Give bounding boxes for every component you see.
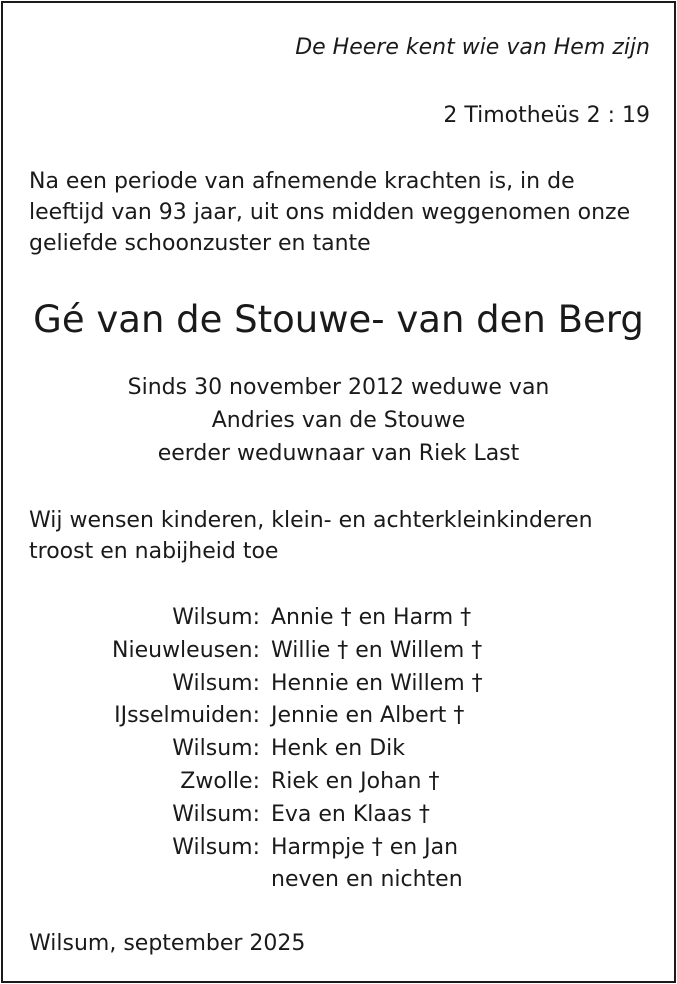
widow-line: Sinds 30 november 2012 weduwe van xyxy=(127,375,550,400)
bible-reference: 2 Timotheüs 2 : 19 xyxy=(443,103,650,128)
family-list xyxy=(3,603,674,898)
closing-place-date: Wilsum, september 2025 xyxy=(29,931,306,956)
family-place: Wilsum: xyxy=(172,605,260,630)
family-place: Nieuwleusen: xyxy=(112,637,260,663)
wish-line: Wij wensen kinderen, klein- en achterkleinkinderen xyxy=(29,508,593,533)
widow-paragraph xyxy=(3,373,674,472)
family-row xyxy=(3,701,674,734)
family-names: Harmpje † en Jan xyxy=(271,834,459,860)
family-row xyxy=(3,669,674,702)
family-row xyxy=(3,800,674,833)
family-place: IJsselmuiden: xyxy=(114,703,260,729)
family-names: Willie † en Willem † xyxy=(271,637,483,663)
family-row xyxy=(3,833,674,866)
family-names: Jennie en Albert † xyxy=(271,703,465,729)
family-names: Henk en Dik xyxy=(271,736,406,762)
family-row xyxy=(3,865,674,898)
family-row xyxy=(3,734,674,767)
widow-line: Andries van de Stouwe xyxy=(211,408,466,433)
family-names: neven en nichten xyxy=(271,867,463,893)
family-place: Wilsum: xyxy=(172,834,260,860)
family-place: Wilsum: xyxy=(172,801,260,827)
family-names: Annie † en Harm † xyxy=(271,605,472,630)
intro-line: geliefde schoonzuster en tante xyxy=(29,231,371,256)
wish-line: troost en nabijheid toe xyxy=(29,539,279,564)
deceased-name: Gé van de Stouwe- van den Berg xyxy=(33,298,644,341)
family-row xyxy=(3,636,674,669)
family-row xyxy=(3,603,674,636)
intro-line: leeftijd van 93 jaar, uit ons midden weggenomen onze xyxy=(29,200,631,225)
wish-paragraph xyxy=(29,506,593,568)
family-place: Wilsum: xyxy=(172,670,260,696)
widow-line: eerder weduwnaar van Riek Last xyxy=(157,441,520,466)
family-names: Eva en Klaas † xyxy=(271,801,430,827)
intro-line: Na een periode van afnemende krachten is, in de xyxy=(29,169,575,194)
family-names: Hennie en Willem † xyxy=(271,670,483,696)
family-names: Riek en Johan † xyxy=(271,768,440,794)
family-place: Zwolle: xyxy=(180,768,260,794)
motto-verse: De Heere kent wie van Hem zijn xyxy=(295,35,650,60)
family-place: Wilsum: xyxy=(172,736,260,762)
intro-paragraph xyxy=(29,167,649,260)
obituary-card xyxy=(1,1,676,983)
family-row xyxy=(3,767,674,800)
